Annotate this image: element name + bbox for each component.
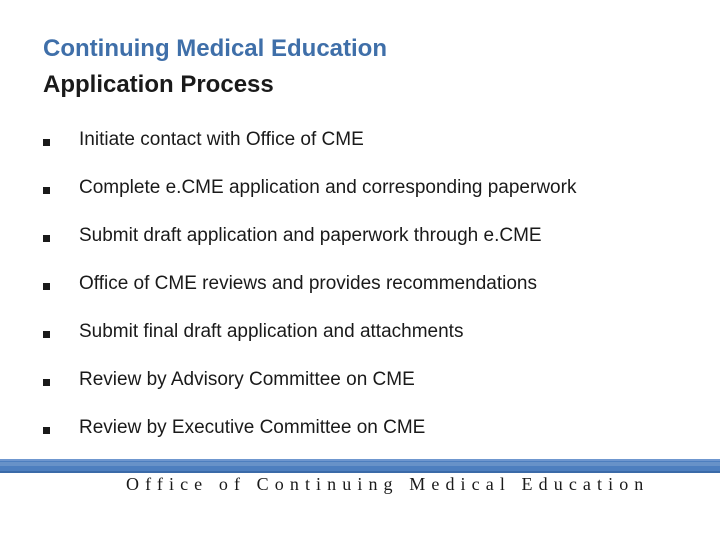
footer-divider-bar <box>0 459 720 473</box>
square-bullet-icon <box>43 139 50 146</box>
list-item <box>43 310 703 358</box>
square-bullet-icon <box>43 427 50 434</box>
square-bullet-icon <box>43 235 50 242</box>
step-text: Review by Advisory Committee on CME <box>79 369 415 390</box>
list-item <box>43 166 703 214</box>
step-text: Initiate contact with Office of CME <box>79 129 364 150</box>
square-bullet-icon <box>43 187 50 194</box>
list-item <box>43 262 703 310</box>
step-text: Complete e.CME application and corresponding paperwork <box>79 177 577 198</box>
step-text: Office of CME reviews and provides recommendations <box>79 273 537 294</box>
step-text: Review by Executive Committee on CME <box>79 417 426 438</box>
step-text: Submit final draft application and attachments <box>79 321 464 342</box>
step-text: Submit draft application and paperwork through e.CME <box>79 225 542 246</box>
title-line-program: Continuing Medical Education <box>43 35 387 62</box>
square-bullet-icon <box>43 331 50 338</box>
list-item <box>43 406 703 454</box>
square-bullet-icon <box>43 379 50 386</box>
slide-title <box>43 31 387 103</box>
list-item <box>43 118 703 166</box>
process-steps-list <box>43 118 703 454</box>
list-item <box>43 358 703 406</box>
title-line-process: Application Process <box>43 71 274 98</box>
list-item <box>43 214 703 262</box>
square-bullet-icon <box>43 283 50 290</box>
footer-office-name: Office of Continuing Medical Education <box>126 474 650 494</box>
